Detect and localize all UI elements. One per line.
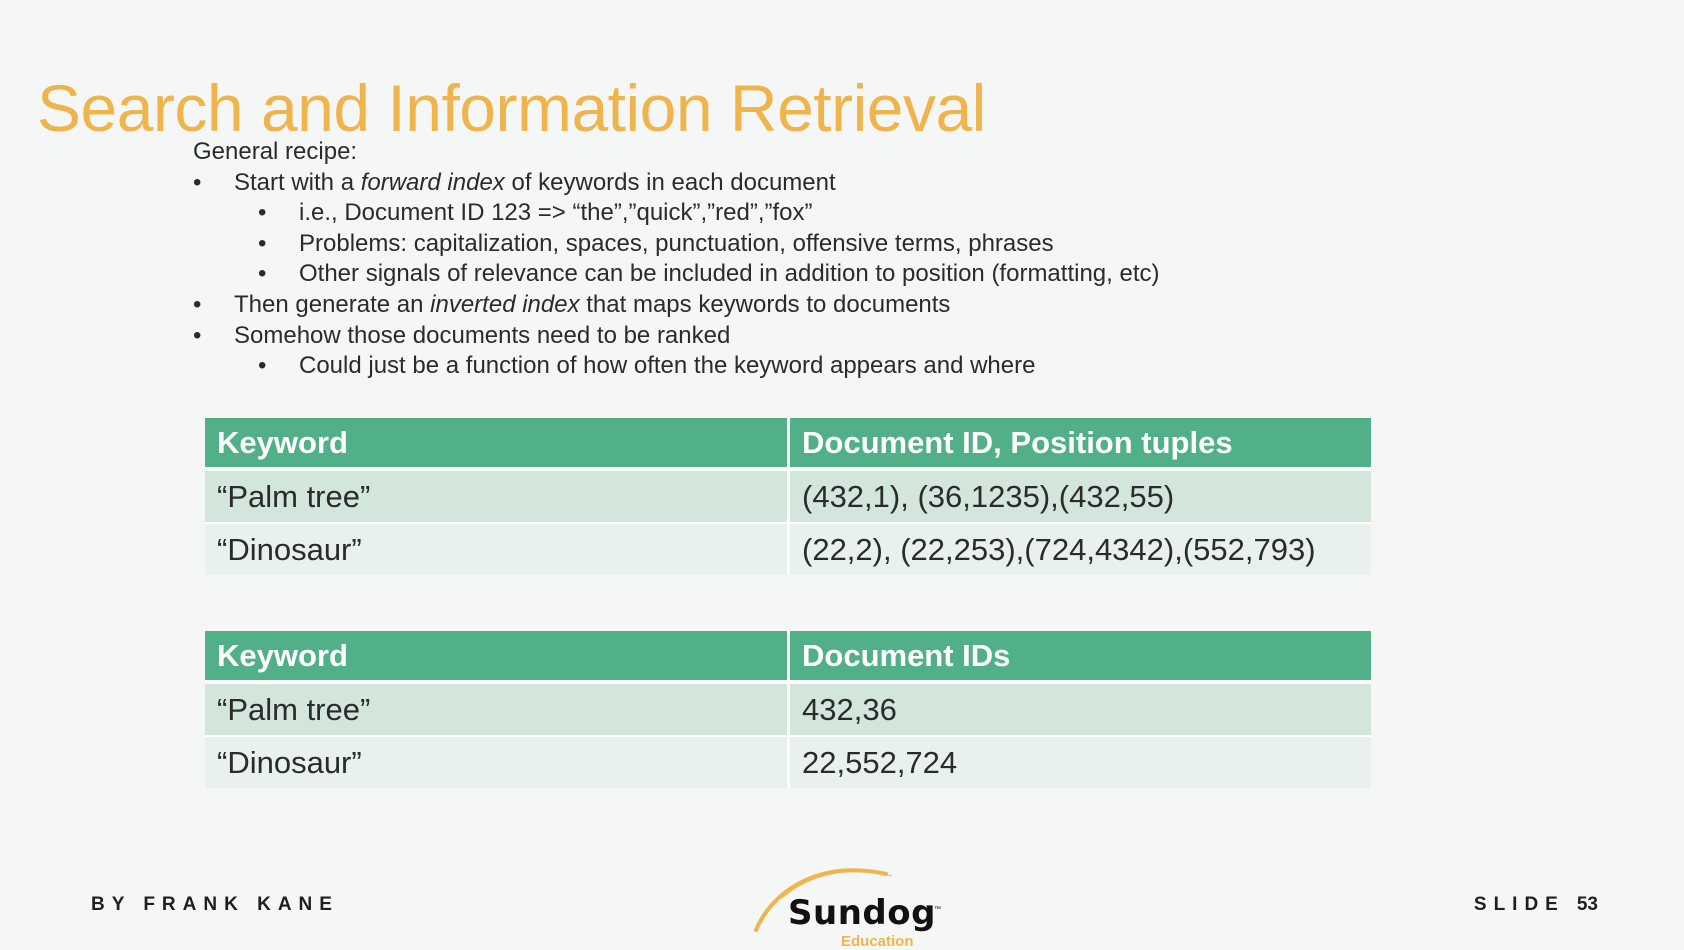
keyword-cell: “Palm tree” <box>205 684 790 737</box>
sub-bullet-item: • i.e., Document ID 123 => “the”,”quick”,”red”,”fox” <box>193 198 1343 229</box>
slide-label: SLIDE <box>1473 894 1565 915</box>
sub-bullet-item: • Problems: capitalization, spaces, punctuation, offensive terms, phrases <box>193 229 1343 260</box>
bullet-item: • Somehow those documents need to be ranked <box>193 321 1343 352</box>
sub-bullet-item: • Could just be a function of how often the keyword appears and where <box>193 351 1343 382</box>
inverted-index-table <box>205 631 1371 788</box>
positions-cell: (22,2), (22,253),(724,4342),(552,793) <box>790 524 1371 575</box>
positions-cell: (432,1), (36,1235),(432,55) <box>790 471 1371 524</box>
column-header-keyword: Keyword <box>205 418 790 471</box>
column-header-positions: Document ID, Position tuples <box>790 418 1371 471</box>
sub-bullet-item: • Other signals of relevance can be included in addition to position (formatting, etc) <box>193 259 1343 290</box>
table-row <box>205 471 1371 524</box>
document-ids-cell: 22,552,724 <box>790 737 1371 788</box>
bullet-item: • Start with a forward index of keywords in each document <box>193 168 1343 199</box>
bullet-icon: • <box>193 321 202 349</box>
bullet-item: • Then generate an inverted index that maps keywords to documents <box>193 290 1343 321</box>
bullet-icon: • <box>258 352 267 380</box>
slide-number-value: 53 <box>1576 894 1598 915</box>
table-row <box>205 737 1371 788</box>
intro-text: General recipe: <box>193 138 358 165</box>
table-row <box>205 524 1371 575</box>
keyword-cell: “Dinosaur” <box>205 524 790 575</box>
keyword-cell: “Palm tree” <box>205 471 790 524</box>
forward-index-table <box>205 418 1371 575</box>
slide-title: Search and Information Retrieval <box>37 71 986 146</box>
logo-text: Sundog <box>788 893 936 933</box>
slide-body <box>193 137 1343 382</box>
table-header-row <box>205 631 1371 684</box>
bullet-icon: • <box>258 199 267 227</box>
logo-subtext: Education <box>841 933 914 950</box>
slide-number <box>1474 894 1598 916</box>
bullet-icon: • <box>258 229 267 257</box>
sundog-logo <box>752 858 942 950</box>
author-credit: BY FRANK KANE <box>91 894 339 915</box>
emphasis-text: forward index <box>360 168 505 196</box>
bullet-icon: • <box>258 260 267 288</box>
keyword-cell: “Dinosaur” <box>205 737 790 788</box>
document-ids-cell: 432,36 <box>790 684 1371 737</box>
table-row <box>205 684 1371 737</box>
column-header-document-ids: Document IDs <box>790 631 1371 684</box>
bullet-icon: • <box>193 168 202 196</box>
bullet-icon: • <box>193 290 202 318</box>
table-header-row <box>205 418 1371 471</box>
emphasis-text: inverted index <box>430 290 580 318</box>
trademark-mark: ™ <box>934 906 941 913</box>
column-header-keyword: Keyword <box>205 631 790 684</box>
